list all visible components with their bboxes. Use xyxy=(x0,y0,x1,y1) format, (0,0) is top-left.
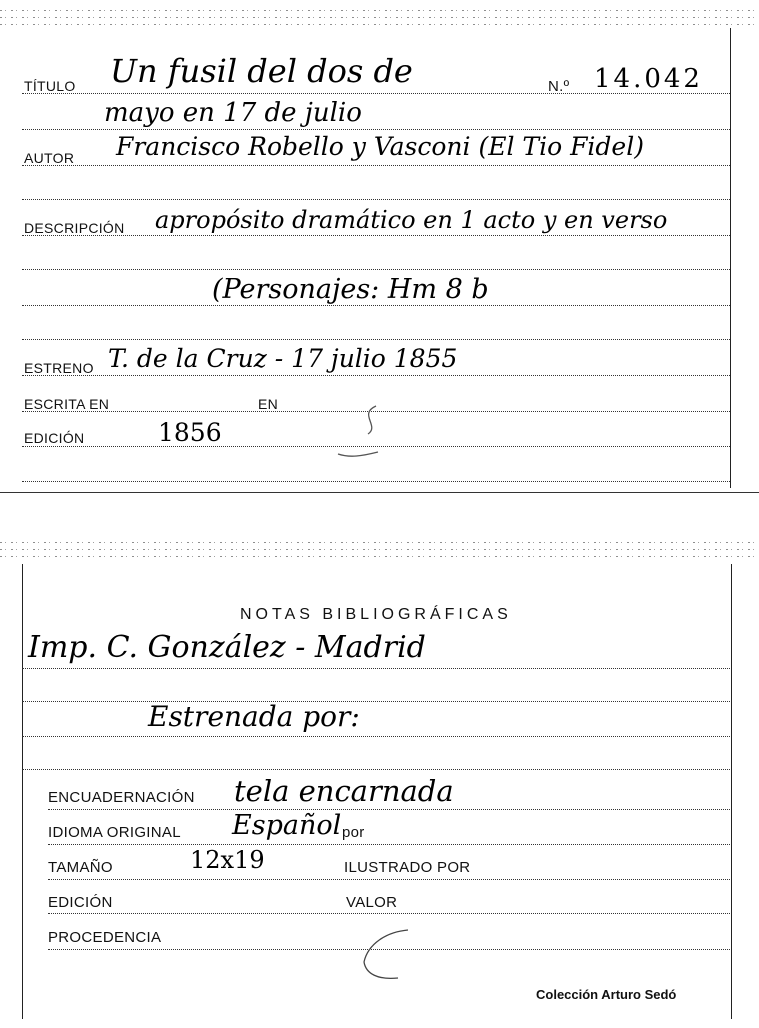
notas-bibliograficas-heading: NOTAS BIBLIOGRÁFICAS xyxy=(240,606,512,623)
titulo-value-line1: Un fusil del dos de xyxy=(110,52,413,90)
numero-value: 14.042 xyxy=(594,64,703,94)
personajes-value: (Personajes: Hm 8 b xyxy=(212,274,489,305)
titulo-value-line2: mayo en 17 de julio xyxy=(104,98,362,128)
bottom-card-edge-texture xyxy=(0,542,759,560)
notes-line2: Estrenada por: xyxy=(148,700,360,733)
escrita-en-label: ESCRITA EN xyxy=(24,396,110,412)
ruled-line xyxy=(22,164,730,166)
por-label: por xyxy=(342,824,365,841)
ruled-line xyxy=(22,374,730,376)
encuadernacion-line xyxy=(48,808,730,810)
encuadernacion-value: tela encarnada xyxy=(234,774,454,808)
tamano-label: TAMAÑO xyxy=(48,859,113,876)
estreno-label: ESTRENO xyxy=(24,360,94,376)
procedencia-label: PROCEDENCIA xyxy=(48,929,162,946)
idioma-original-value: Español xyxy=(232,810,342,841)
card-separator xyxy=(0,492,759,493)
ruled-line xyxy=(22,768,730,770)
pencil-mark xyxy=(358,922,418,992)
en-label: EN xyxy=(258,396,279,412)
tamano-line xyxy=(48,878,730,880)
edicion-line xyxy=(48,912,730,914)
edicion-value: 1856 xyxy=(158,418,222,447)
ruled-line xyxy=(22,128,730,130)
ruled-line xyxy=(22,234,730,236)
tamano-value: 12x19 xyxy=(190,846,265,874)
ruled-line xyxy=(22,735,730,737)
top-card-edge-texture xyxy=(0,10,759,28)
autor-label: AUTOR xyxy=(24,150,75,166)
notes-line1: Imp. C. González - Madrid xyxy=(28,630,426,665)
edicion-label: EDICIÓN xyxy=(24,430,85,446)
ruled-line xyxy=(22,198,730,200)
edicion-label-bottom: EDICIÓN xyxy=(48,894,113,911)
bottom-catalog-card xyxy=(0,530,759,1028)
descripcion-value: apropósito dramático en 1 acto y en verso xyxy=(155,206,668,234)
ruled-line xyxy=(22,700,730,702)
top-catalog-card xyxy=(0,0,759,495)
pencil-mark xyxy=(328,396,388,466)
encuadernacion-label: ENCUADERNACIÓN xyxy=(48,789,195,806)
ilustrado-por-label: ILUSTRADO POR xyxy=(344,859,471,876)
titulo-label: TÍTULO xyxy=(24,78,76,94)
ruled-line xyxy=(22,480,730,482)
autor-value: Francisco Robello y Vasconi (El Tio Fidel) xyxy=(116,132,644,161)
estreno-value: T. de la Cruz - 17 julio 1855 xyxy=(108,344,458,373)
idioma-line xyxy=(48,843,730,845)
ruled-line xyxy=(22,338,730,340)
descripcion-label: DESCRIPCIÓN xyxy=(24,220,125,236)
collection-footer: Colección Arturo Sedó xyxy=(536,987,677,1002)
ruled-line xyxy=(22,667,730,669)
valor-label: VALOR xyxy=(346,894,398,911)
idioma-original-label: IDIOMA ORIGINAL xyxy=(48,824,181,841)
ruled-line xyxy=(22,268,730,270)
numero-label: N.º xyxy=(548,78,570,95)
